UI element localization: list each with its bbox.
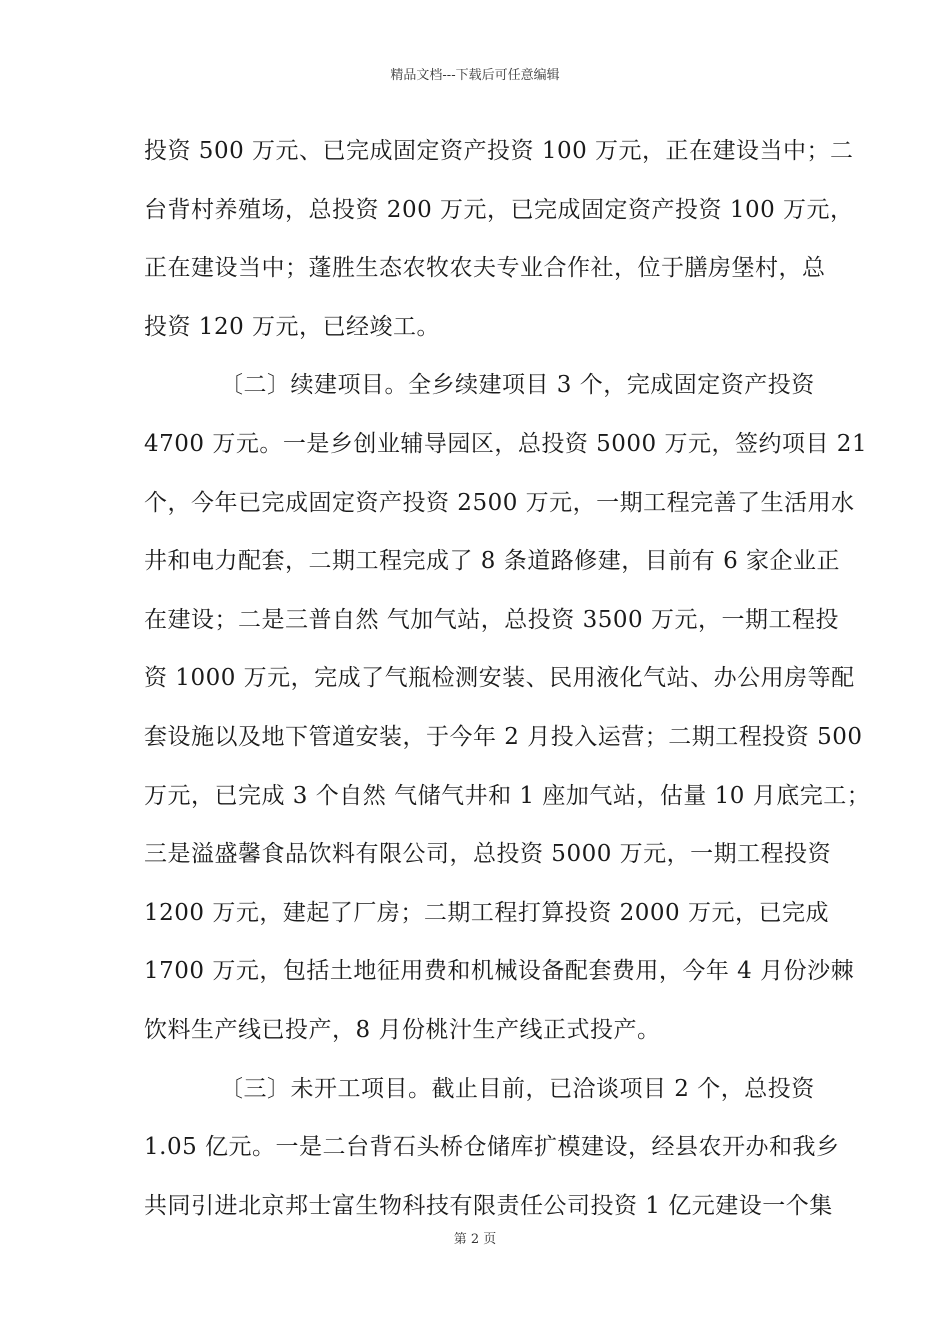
text-line: 投资 120 万元，已经竣工。 [144,313,441,340]
text-line: 资 1000 万元，完成了气瓶检测安装、民用液化气站、办公用房等配 [144,665,855,692]
paragraph-heading-line: 〔三〕未开工项目。截止目前，已洽谈项目 2 个，总投资 [220,1075,815,1102]
text-line: 三是溢盛馨食品饮料有限公司，总投资 5000 万元，一期工程投资 [144,841,832,868]
text-line: 1700 万元，包括土地征用费和机械设备配套费用，今年 4 月份沙棘 [144,958,855,985]
text-line: 1200 万元，建起了厂房；二期工程打算投资 2000 万元，已完成 [144,899,829,926]
text-line: 井和电力配套，二期工程完成了 8 条道路修建，目前有 6 家企业正 [144,548,841,575]
page-number: 第 2 页 [453,1232,497,1247]
text-line: 1.05 亿元。一是二台背石头桥仓储库扩模建设，经县农开办和我乡 [144,1134,840,1161]
text-line: 4700 万元。一是乡创业辅导园区，总投资 5000 万元，签约项目 21 [144,430,868,457]
text-line: 个，今年已完成固定资产投资 2500 万元，一期工程完善了生活用水 [144,489,855,516]
text-line: 投资 500 万元、已完成固定资产投资 100 万元，正在建设当中；二 [144,138,854,164]
page-header: 精品文档---下载后可任意编辑 [390,68,560,83]
text-line: 饮料生产线已投产，8 月份桃汁生产线正式投产。 [144,1016,661,1043]
text-line: 在建设；二是三普自然 气加气站，总投资 3500 万元，一期工程投 [144,606,839,633]
text-line: 套设施以及地下管道安装，于今年 2 月投入运营；二期工程投资 500 [144,723,863,750]
paragraph-heading-line: 〔二〕续建项目。全乡续建项目 3 个，完成固定资产投资 [220,372,815,399]
text-line: 正在建设当中；蓬胜生态农牧农夫专业合作社，位于膳房堡村，总 [144,255,826,282]
document-body [144,122,871,1235]
text-line: 万元，已完成 3 个自然 气储气井和 1 座加气站，估量 10 月底完工； [144,782,871,809]
text-line: 共同引进北京邦士富生物科技有限责任公司投资 1 亿元建设一个集 [144,1192,833,1219]
text-line: 台背村养殖场，总投资 200 万元，已完成固定资产投资 100 万元， [144,196,854,223]
